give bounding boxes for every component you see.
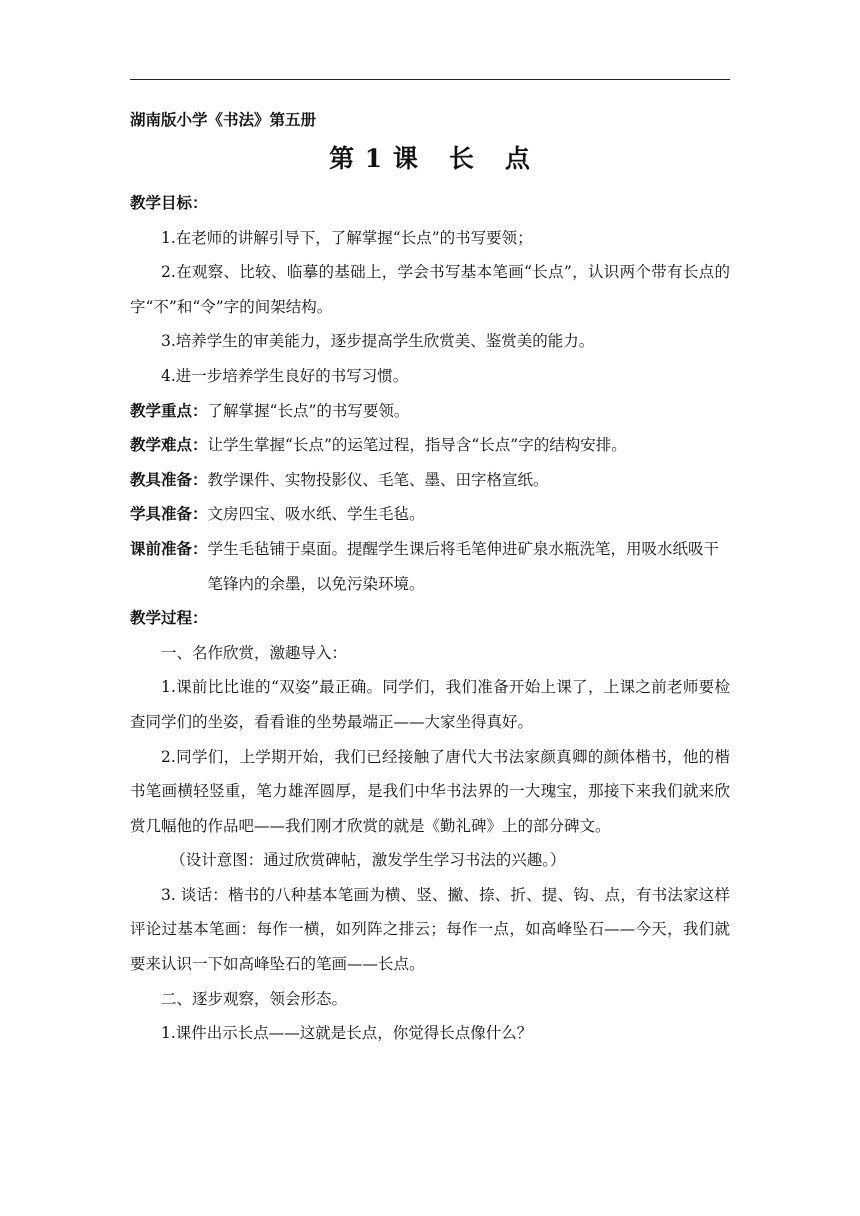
- lesson-number: 第 1 课: [329, 144, 419, 173]
- header-rule: [130, 79, 730, 80]
- paragraph: 3. 谈话：楷书的八种基本笔画为横、竖、撇、捺、折、提、钩、点，有书法家这样评论过基本笔画：每作一横，如列阵之排云；每作一点，如高峰坠石——今天，我们就要来认识一下如高峰坠石的笔画——长点。: [130, 885, 730, 974]
- student-tools-label: 学具准备：: [130, 504, 208, 524]
- paragraph: 1.课前比比谁的“双姿”最正确。同学们，我们准备开始上课了，上课之前老师要检查同学们的坐姿，看看谁的坐势最端正——大家坐得真好。: [130, 678, 730, 731]
- process-heading: 教学过程：: [130, 608, 208, 628]
- document-page: [130, 108, 730, 1051]
- section-heading: 二、逐步观察，领会形态。: [161, 989, 348, 1008]
- goal-item: 1.在老师的讲解引导下，了解掌握“长点”的书写要领；: [161, 228, 533, 247]
- design-note: （设计意图：通过欣赏碑帖，激发学生学习书法的兴趣。）: [170, 851, 566, 870]
- pre-class: [130, 532, 730, 601]
- difficulty-text: 让学生掌握“长点”的运笔过程，指导含“长点”字的结构安排。: [207, 436, 627, 455]
- student-tools-text: 文房四宝、吸水纸、学生毛毡。: [207, 505, 425, 524]
- teacher-tools-text: 教学课件、实物投影仪、毛笔、墨、田字格宣纸。: [207, 470, 549, 489]
- lesson-title: [130, 132, 730, 186]
- lesson-name-1: 长: [448, 144, 475, 173]
- paragraph: 1.课件出示长点——这就是长点，你觉得长点像什么？: [161, 1024, 533, 1043]
- pre-class-text: 学生毛毡铺于桌面。提醒学生课后将毛笔伸进矿泉水瓶洗笔，用吸水纸吸干笔锋内的余墨，以免污染环境。: [207, 539, 720, 593]
- paragraph: 2.同学们，上学期开始，我们已经接触了唐代大书法家颜真卿的颜体楷书，他的楷书笔画横轻竖重，笔力雄浑圆厚，是我们中华书法界的一大瑰宝，那接下来我们就来欣赏几幅他的作品吧——我们刚才欣赏的就是《勤礼碑》上的部分碑文。: [130, 747, 730, 835]
- lesson-name-2: 点: [504, 144, 531, 173]
- teacher-tools: [130, 463, 730, 498]
- goal-item: 4.进一步培养学生良好的书写习惯。: [161, 366, 409, 385]
- pre-class-label: 课前准备：: [130, 538, 208, 558]
- key-point-text: 了解掌握“长点”的书写要领。: [207, 401, 410, 420]
- goal-item: 3.培养学生的审美能力，逐步提高学生欣赏美、鉴赏美的能力。: [161, 332, 595, 351]
- key-point-label: 教学重点：: [130, 400, 208, 420]
- book-header: 湖南版小学《书法》第五册: [130, 110, 317, 129]
- section-heading: 一、名作欣赏，激趣导入：: [161, 643, 348, 662]
- goals-heading: 教学目标：: [130, 193, 208, 212]
- key-point: [130, 394, 730, 429]
- goal-item: 2.在观察、比较、临摹的基础上，学会书写基本笔画“长点”，认识两个带有长点的字“不”和“令”字的间架结构。: [130, 263, 730, 316]
- difficulty-label: 教学难点：: [130, 435, 208, 455]
- teacher-tools-label: 教具准备：: [130, 469, 208, 489]
- student-tools: [130, 497, 730, 532]
- difficulty: [130, 428, 730, 463]
